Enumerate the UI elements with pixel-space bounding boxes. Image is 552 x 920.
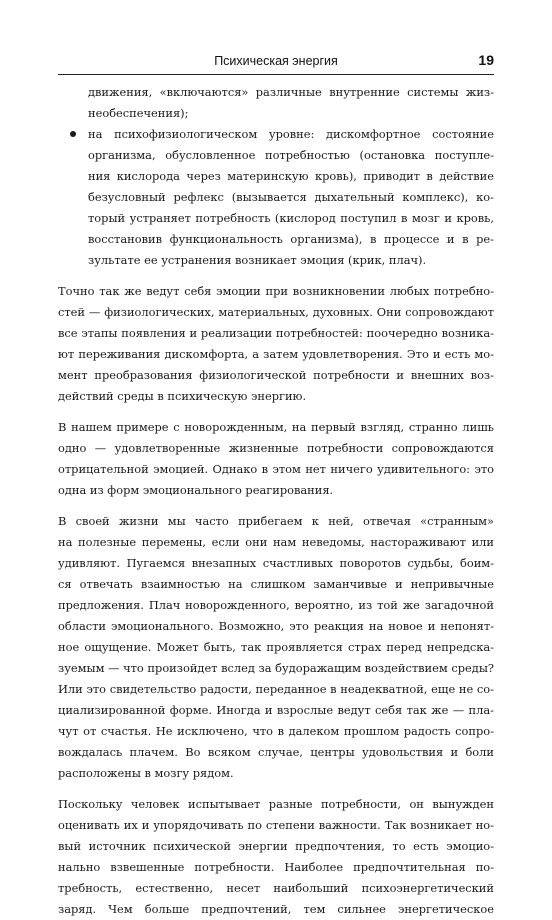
text-line: расположены в мозгу рядом. bbox=[58, 766, 234, 780]
bullet-continuation bbox=[58, 82, 494, 124]
text-line: необеспечения); bbox=[88, 106, 189, 120]
text-line: ное ощущение. Может быть, так проявляется страх перед непредска- bbox=[58, 640, 494, 654]
bullet-icon bbox=[70, 131, 76, 137]
text-line: ют переживания дискомфорта, а затем удовлетворения. Это и есть мо- bbox=[58, 347, 494, 361]
bullet-list-item bbox=[58, 124, 494, 271]
text-line: Поскольку человек испытывает разные потребности, он вынужден bbox=[58, 797, 494, 811]
running-header bbox=[58, 52, 494, 76]
text-line: восстановив функциональность организма), в процессе и в ре- bbox=[88, 232, 494, 246]
paragraph bbox=[58, 417, 494, 501]
paragraph bbox=[58, 511, 494, 784]
text-line: организма, обусловленное потребностью (остановка поступле- bbox=[88, 148, 494, 162]
paragraph bbox=[58, 281, 494, 407]
header-rule bbox=[58, 74, 494, 75]
text-line: одна из форм эмоционального реагирования. bbox=[58, 483, 334, 497]
text-line: мент преобразования физиологической потребности и внешних воз- bbox=[58, 368, 494, 382]
text-line: вый источник психической энергии предпочтения, то есть эмоцио- bbox=[58, 839, 494, 853]
page-body bbox=[58, 82, 494, 920]
text-line: Или это свидетельство радости, переданное в неадекватной, еще не со- bbox=[58, 682, 494, 696]
text-line: движения, «включаются» различные внутренние системы жиз- bbox=[88, 85, 494, 99]
text-line: области эмоционального. Возможно, это реакция на новое и непонят- bbox=[58, 619, 494, 633]
text-line: одно — удовлетворенные жизненные потребности сопровождаются bbox=[58, 441, 494, 455]
text-line: оценивать их и упорядочивать по степени важности. Так возникает но- bbox=[58, 818, 494, 832]
text-line: безусловный рефлекс (вызывается дыхательный комплекс), ко- bbox=[88, 190, 494, 204]
page-number: 19 bbox=[478, 52, 494, 68]
paragraph bbox=[58, 794, 494, 920]
text-line: предложения. Плач новорожденного, вероятно, из той же загадочной bbox=[58, 598, 494, 612]
text-line: вождалась плачем. Во всяком случае, центры удовольствия и боли bbox=[58, 745, 494, 759]
text-line: В нашем примере с новорожденным, на первый взгляд, странно лишь bbox=[58, 420, 494, 434]
text-line: нально взвешенные потребности. Наиболее предпочтительная по- bbox=[58, 860, 494, 874]
text-line: заряд. Чем больше предпочтений, тем сильнее энергетическое bbox=[58, 902, 494, 916]
text-line: чут от счастья. Не исключено, что в далеком прошлом радость сопро- bbox=[58, 724, 494, 738]
text-line: удивляют. Пугаемся внезапных счастливых поворотов судьбы, боим- bbox=[58, 556, 494, 570]
text-line: торый устраняет потребность (кислород поступил в мозг и кровь, bbox=[88, 211, 494, 225]
text-line: ния кислорода через материнскую кровь), приводит в действие bbox=[88, 169, 494, 183]
text-line: требность, естественно, несет наибольший психоэнергетический bbox=[58, 881, 494, 895]
text-line: В своей жизни мы часто прибегаем к ней, отвечая «странным» bbox=[58, 514, 494, 528]
text-line: Точно так же ведут себя эмоции при возникновении любых потребно- bbox=[58, 284, 494, 298]
text-line: ся отвечать взаимностью на слишком заманчивые и непривычные bbox=[58, 577, 494, 591]
text-line: на психофизиологическом уровне: дискомфортное состояние bbox=[88, 127, 494, 141]
text-line: отрицательной эмоцией. Однако в этом нет ничего удивительного: это bbox=[58, 462, 494, 476]
text-line: зуемым — что произойдет вслед за будоражащим воздействием среды? bbox=[58, 661, 494, 675]
text-line: зультате ее устранения возникает эмоция (крик, плач). bbox=[88, 253, 427, 267]
text-line: циализированной форме. Иногда и взрослые ведут себя так же — пла- bbox=[58, 703, 494, 717]
text-line: стей — физиологических, материальных, духовных. Они сопровождают bbox=[58, 305, 494, 319]
text-line: на полезные перемены, если они нам неведомы, настораживают или bbox=[58, 535, 494, 549]
running-title: Психическая энергия bbox=[214, 54, 338, 68]
text-line: все этапы появления и реализации потребностей: поочередно возника- bbox=[58, 326, 494, 340]
text-line: действий среды в психическую энергию. bbox=[58, 389, 307, 403]
